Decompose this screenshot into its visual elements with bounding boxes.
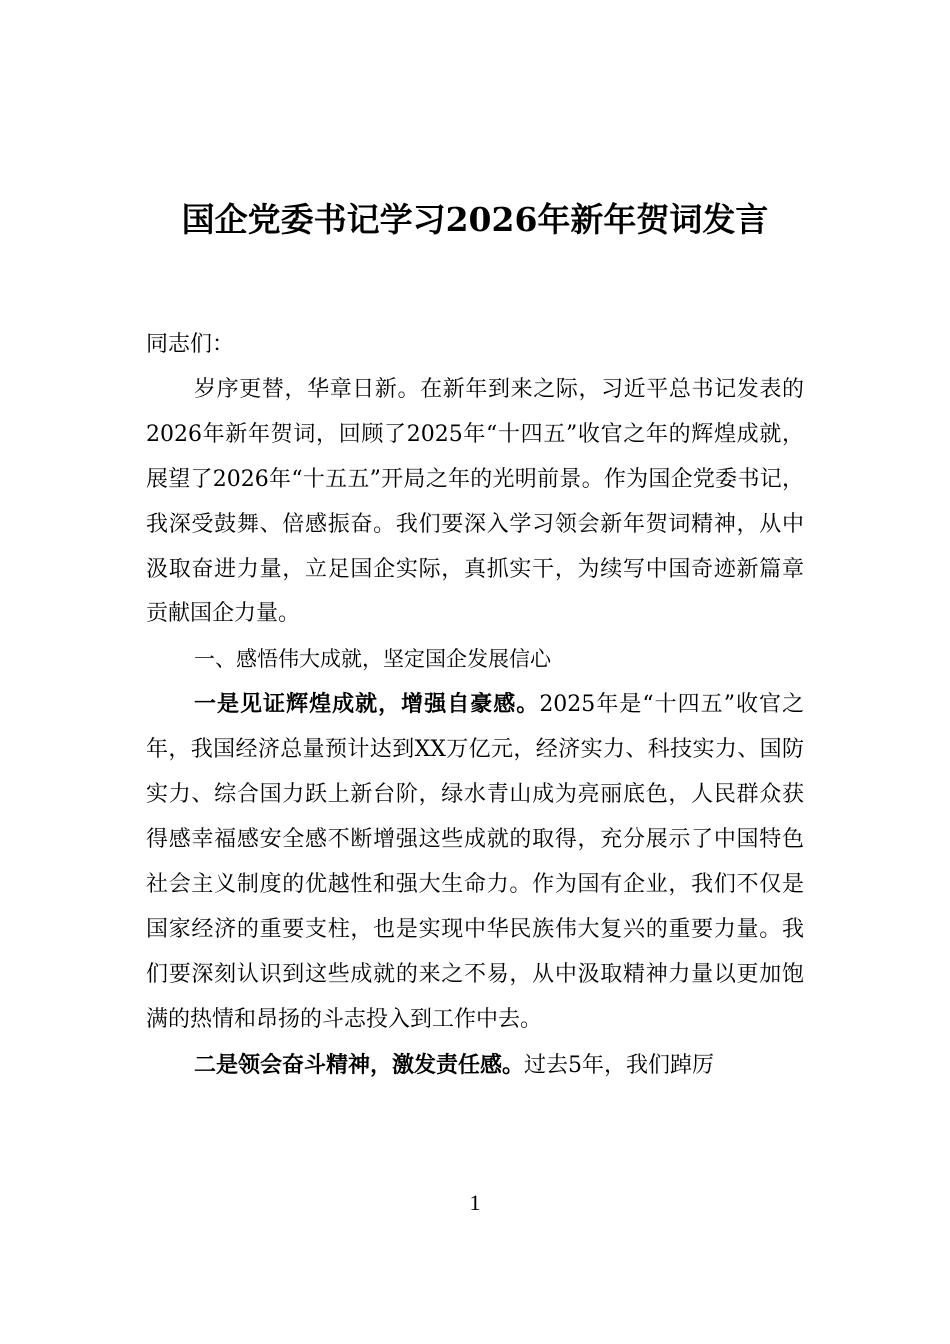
section-heading: 一、感悟伟大成就，坚定国企发展信心 <box>194 647 551 672</box>
point-lead-2: 二是领会奋斗精神，激发责任感。 <box>194 1051 525 1078</box>
point-text-1: 2025年是“十四五”收官之年，我国经济总量预计达到XX万亿元，经济实力、科技实力、国防实力、综合国力跃上新台阶，绿水青山成为亮丽底色，人民群众获得感幸福感安全感不断增强这些成就的取得，充分展示了中国特色社会主义制度的优越性和强大生命力。作为国有企业，我们不仅是国家经济的重要支柱，也是实现中华民族伟大复兴的重要力量。我们要深刻认识到这些成就的来之不易，从中汲取精神力量以更加饱满的热情和昂扬的斗志投入到工作中去。 <box>146 692 804 1032</box>
document-title: 国企党委书记学习2026年新年贺词发言 <box>181 200 769 239</box>
point-lead-1: 一是见证辉煌成就，增强自豪感。 <box>194 691 540 718</box>
salutation: 同志们： <box>146 332 235 357</box>
point-paragraph-1 <box>146 682 804 1042</box>
point-text-2: 过去5年，我们踔厉 <box>524 1052 715 1078</box>
intro-paragraph: 岁序更替，华章日新。在新年到来之际，习近平总书记发表的2026年新年贺词，回顾了2025年“十四五”收官之年的辉煌成就，展望了2026年“十五五”开局之年的光明前景。作为国企党委书记，我深受鼓舞、倍感振奋。我们要深入学习领会新年贺词精神，从中汲取奋进力量，立足国企实际，真抓实干，为续写中国奇迹新篇章贡献国企力量。 <box>146 376 804 627</box>
page-number: 1 <box>469 1190 481 1215</box>
document-body <box>146 323 804 1088</box>
point-paragraph-2 <box>146 1043 804 1089</box>
